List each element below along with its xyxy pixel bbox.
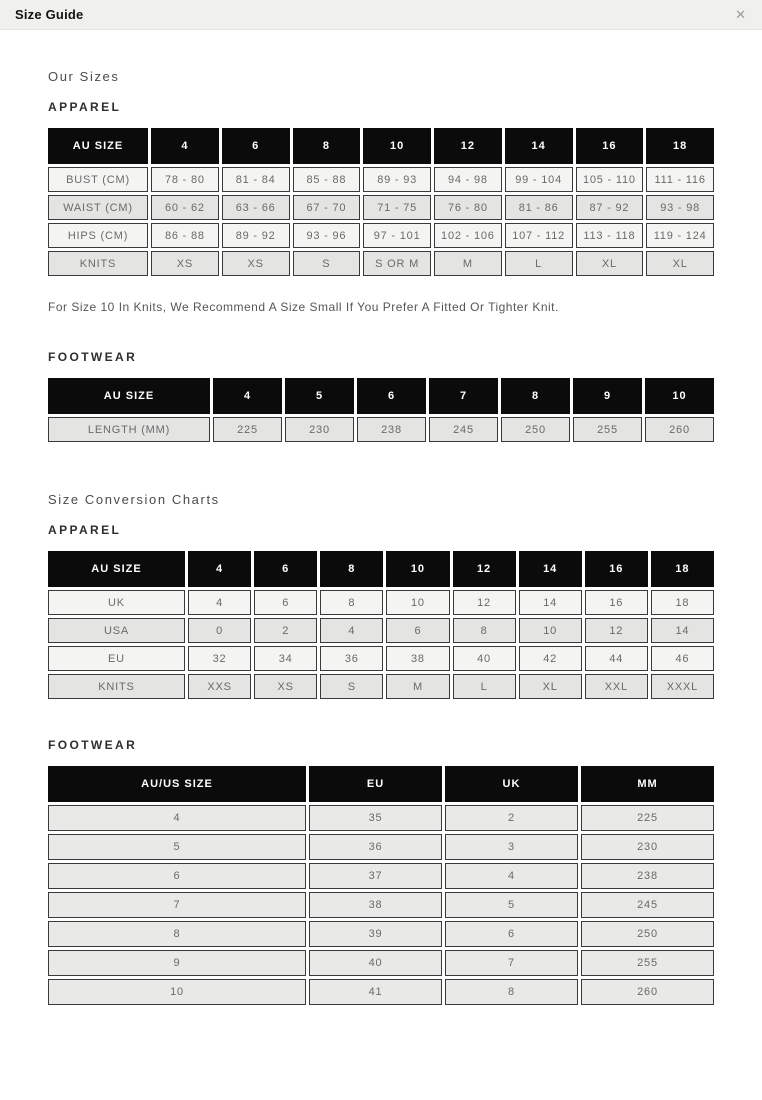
row-label-cell: 6 — [48, 863, 306, 889]
data-cell: 2 — [445, 805, 578, 831]
size-guide-header — [0, 0, 762, 30]
table-row — [48, 251, 714, 276]
data-cell: 107 - 112 — [505, 223, 573, 248]
data-cell: 34 — [254, 646, 317, 671]
data-cell: 81 - 86 — [505, 195, 573, 220]
column-header: 12 — [453, 551, 516, 587]
column-header: 7 — [429, 378, 498, 414]
data-cell: 86 - 88 — [151, 223, 219, 248]
data-cell: 250 — [581, 921, 714, 947]
data-cell: 10 — [519, 618, 582, 643]
data-cell: 238 — [581, 863, 714, 889]
data-cell: XXL — [585, 674, 648, 699]
data-cell: 76 - 80 — [434, 195, 502, 220]
data-cell: 0 — [188, 618, 251, 643]
table-row — [48, 863, 714, 889]
data-cell: 38 — [309, 892, 442, 918]
data-cell: 41 — [309, 979, 442, 1005]
data-cell: 245 — [429, 417, 498, 442]
data-cell: 12 — [453, 590, 516, 615]
data-cell: 67 - 70 — [293, 195, 361, 220]
data-cell: 85 - 88 — [293, 167, 361, 192]
data-cell: 102 - 106 — [434, 223, 502, 248]
conversion-heading: Size Conversion Charts — [48, 492, 220, 507]
data-cell: 18 — [651, 590, 714, 615]
data-cell: 14 — [519, 590, 582, 615]
column-header: 4 — [151, 128, 219, 164]
data-cell: 225 — [213, 417, 282, 442]
row-label-cell: EU — [48, 646, 185, 671]
column-header: 12 — [434, 128, 502, 164]
data-cell: L — [453, 674, 516, 699]
data-cell: S — [320, 674, 383, 699]
data-cell: S — [293, 251, 361, 276]
table-row — [48, 834, 714, 860]
our-sizes-footwear-label: FOOTWEAR — [48, 350, 138, 364]
data-cell: XS — [254, 674, 317, 699]
data-cell: 63 - 66 — [222, 195, 290, 220]
data-cell: 87 - 92 — [576, 195, 644, 220]
column-header: 5 — [285, 378, 354, 414]
data-cell: 36 — [320, 646, 383, 671]
column-header: 4 — [213, 378, 282, 414]
data-cell: 111 - 116 — [646, 167, 714, 192]
data-cell: 119 - 124 — [646, 223, 714, 248]
data-cell: 39 — [309, 921, 442, 947]
data-cell: 16 — [585, 590, 648, 615]
table-row — [48, 417, 714, 442]
column-header: 6 — [254, 551, 317, 587]
column-header: MM — [581, 766, 714, 802]
data-cell: 8 — [445, 979, 578, 1005]
data-cell: 6 — [386, 618, 449, 643]
column-header: 6 — [222, 128, 290, 164]
data-cell: 89 - 93 — [363, 167, 431, 192]
data-cell: 40 — [309, 950, 442, 976]
data-cell: XS — [151, 251, 219, 276]
our-sizes-apparel-label: APPAREL — [48, 100, 122, 114]
data-cell: 250 — [501, 417, 570, 442]
data-cell: 2 — [254, 618, 317, 643]
column-header: 4 — [188, 551, 251, 587]
data-cell: 38 — [386, 646, 449, 671]
data-cell: 94 - 98 — [434, 167, 502, 192]
data-cell: 60 - 62 — [151, 195, 219, 220]
data-cell: 260 — [581, 979, 714, 1005]
column-header: 18 — [651, 551, 714, 587]
column-header: 8 — [501, 378, 570, 414]
data-cell: 245 — [581, 892, 714, 918]
data-cell: 113 - 118 — [576, 223, 644, 248]
table-header-row — [48, 378, 714, 414]
row-label-cell: LENGTH (MM) — [48, 417, 210, 442]
conversion-apparel-label: APPAREL — [48, 523, 122, 537]
row-label-cell: 10 — [48, 979, 306, 1005]
data-cell: 44 — [585, 646, 648, 671]
data-cell: L — [505, 251, 573, 276]
data-cell: 89 - 92 — [222, 223, 290, 248]
table-row — [48, 921, 714, 947]
row-label-cell: 4 — [48, 805, 306, 831]
row-label-cell: KNITS — [48, 674, 185, 699]
data-cell: 8 — [453, 618, 516, 643]
knits-note: For Size 10 In Knits, We Recommend A Size Small If You Prefer A Fitted Or Tighter Knit. — [48, 300, 559, 314]
data-cell: 8 — [320, 590, 383, 615]
data-cell: XS — [222, 251, 290, 276]
data-cell: XXXL — [651, 674, 714, 699]
table-row — [48, 167, 714, 192]
our-sizes-footwear-table — [45, 375, 717, 445]
row-label-cell: USA — [48, 618, 185, 643]
table-header-row — [48, 128, 714, 164]
data-cell: 230 — [285, 417, 354, 442]
data-cell: 42 — [519, 646, 582, 671]
table-row — [48, 805, 714, 831]
data-cell: 4 — [320, 618, 383, 643]
column-header: 10 — [645, 378, 714, 414]
column-header: UK — [445, 766, 578, 802]
table-row — [48, 950, 714, 976]
data-cell: 4 — [188, 590, 251, 615]
conversion-footwear-label: FOOTWEAR — [48, 738, 138, 752]
row-label-cell: 9 — [48, 950, 306, 976]
data-cell: 32 — [188, 646, 251, 671]
column-header: 14 — [505, 128, 573, 164]
column-header: EU — [309, 766, 442, 802]
conversion-apparel-table — [45, 548, 717, 702]
data-cell: 238 — [357, 417, 426, 442]
table-row — [48, 892, 714, 918]
size-guide-content — [0, 69, 762, 1008]
data-cell: 225 — [581, 805, 714, 831]
data-cell: 93 - 98 — [646, 195, 714, 220]
row-label-cell: BUST (CM) — [48, 167, 148, 192]
data-cell: 230 — [581, 834, 714, 860]
data-cell: 255 — [581, 950, 714, 976]
column-header: 10 — [386, 551, 449, 587]
data-cell: 12 — [585, 618, 648, 643]
table-row — [48, 646, 714, 671]
column-header: 8 — [320, 551, 383, 587]
row-label-cell: 5 — [48, 834, 306, 860]
data-cell: 6 — [445, 921, 578, 947]
data-cell: XL — [576, 251, 644, 276]
data-cell: 260 — [645, 417, 714, 442]
data-cell: 46 — [651, 646, 714, 671]
column-header: 16 — [576, 128, 644, 164]
table-row — [48, 618, 714, 643]
our-sizes-apparel-table — [45, 125, 717, 279]
row-label-cell: 7 — [48, 892, 306, 918]
column-header: AU/US SIZE — [48, 766, 306, 802]
row-label-cell: UK — [48, 590, 185, 615]
row-label-cell: HIPS (CM) — [48, 223, 148, 248]
column-header: 8 — [293, 128, 361, 164]
row-label-cell: KNITS — [48, 251, 148, 276]
conversion-footwear-table — [45, 763, 717, 1008]
data-cell: M — [434, 251, 502, 276]
data-cell: 255 — [573, 417, 642, 442]
data-cell: 40 — [453, 646, 516, 671]
table-header-row — [48, 766, 714, 802]
data-cell: 97 - 101 — [363, 223, 431, 248]
data-cell: 81 - 84 — [222, 167, 290, 192]
data-cell: XXS — [188, 674, 251, 699]
column-header: 9 — [573, 378, 642, 414]
column-header: AU SIZE — [48, 378, 210, 414]
table-row — [48, 195, 714, 220]
close-icon[interactable]: ✕ — [735, 7, 746, 22]
data-cell: XL — [519, 674, 582, 699]
data-cell: 10 — [386, 590, 449, 615]
data-cell: XL — [646, 251, 714, 276]
table-row — [48, 590, 714, 615]
data-cell: M — [386, 674, 449, 699]
column-header: 6 — [357, 378, 426, 414]
table-row — [48, 979, 714, 1005]
data-cell: 7 — [445, 950, 578, 976]
table-row — [48, 674, 714, 699]
column-header: 10 — [363, 128, 431, 164]
data-cell: 14 — [651, 618, 714, 643]
data-cell: 5 — [445, 892, 578, 918]
column-header: 16 — [585, 551, 648, 587]
data-cell: 78 - 80 — [151, 167, 219, 192]
column-header: 14 — [519, 551, 582, 587]
data-cell: 37 — [309, 863, 442, 889]
data-cell: 93 - 96 — [293, 223, 361, 248]
table-header-row — [48, 551, 714, 587]
data-cell: 4 — [445, 863, 578, 889]
data-cell: 99 - 104 — [505, 167, 573, 192]
column-header: AU SIZE — [48, 551, 185, 587]
data-cell: 35 — [309, 805, 442, 831]
data-cell: 105 - 110 — [576, 167, 644, 192]
row-label-cell: 8 — [48, 921, 306, 947]
row-label-cell: WAIST (CM) — [48, 195, 148, 220]
data-cell: S OR M — [363, 251, 431, 276]
data-cell: 6 — [254, 590, 317, 615]
data-cell: 71 - 75 — [363, 195, 431, 220]
modal-title: Size Guide — [15, 7, 84, 22]
data-cell: 36 — [309, 834, 442, 860]
table-row — [48, 223, 714, 248]
data-cell: 3 — [445, 834, 578, 860]
column-header: AU SIZE — [48, 128, 148, 164]
our-sizes-heading: Our Sizes — [48, 69, 120, 84]
column-header: 18 — [646, 128, 714, 164]
